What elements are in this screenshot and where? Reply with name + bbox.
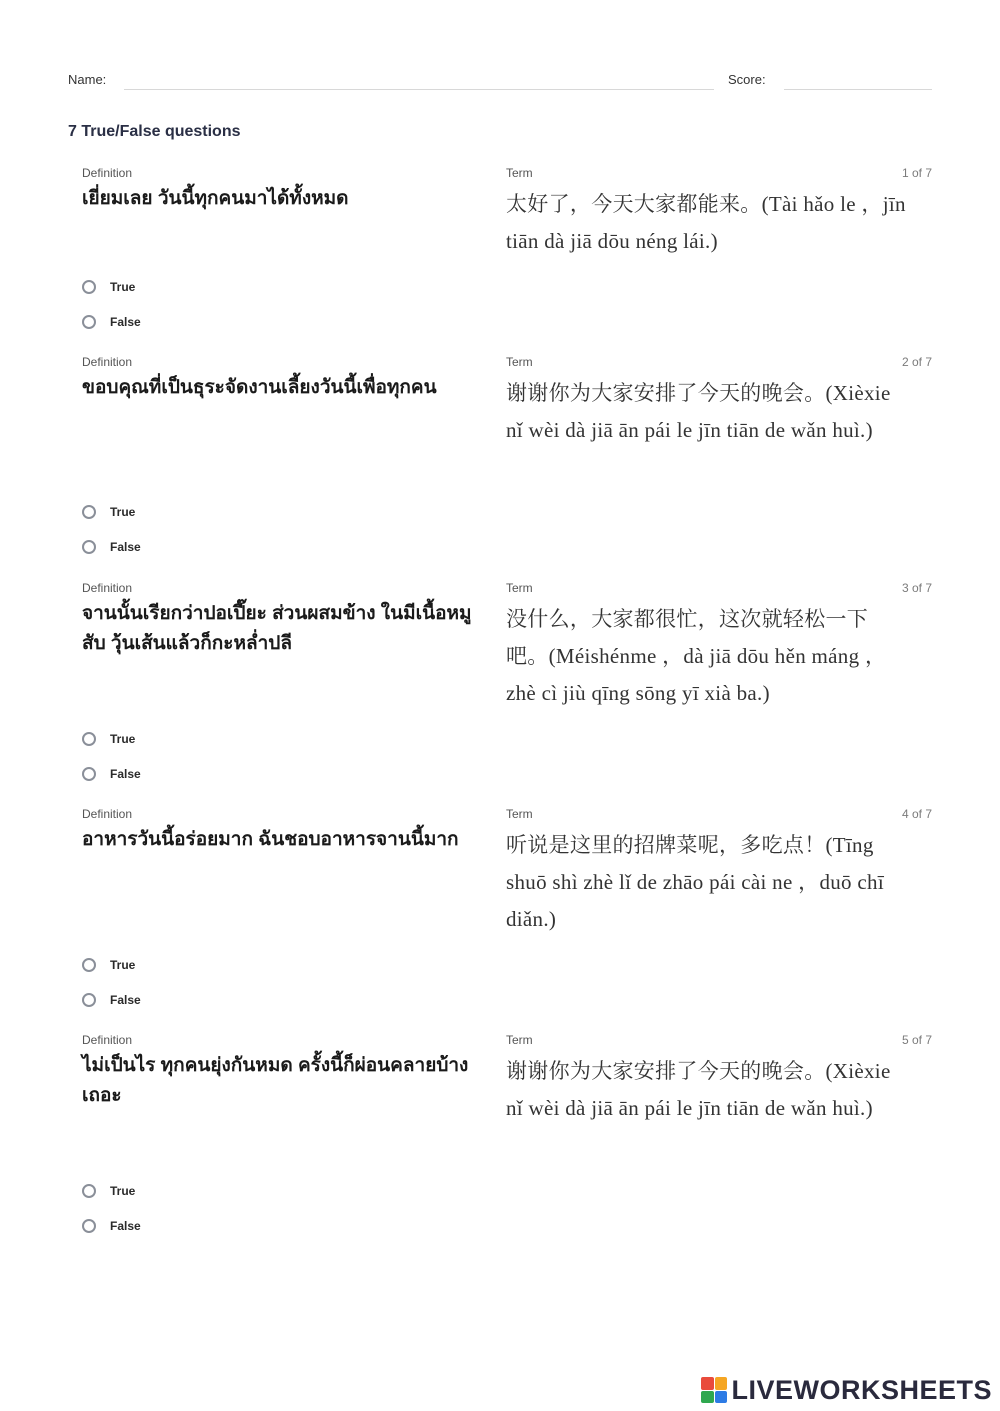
true-option[interactable] bbox=[82, 957, 135, 973]
definition-label: Definition bbox=[82, 1033, 133, 1047]
true-option-label: True bbox=[110, 732, 136, 746]
quiz-title: 7 True/False questions bbox=[68, 123, 241, 140]
true-option-label: True bbox=[110, 505, 136, 519]
question-card bbox=[82, 355, 932, 555]
true-option[interactable] bbox=[82, 1183, 135, 1199]
definition-text: เยี่ยมเลย วันนี้ทุกคนมาได้ทั้งหมด bbox=[82, 188, 349, 209]
definition-text: ขอบคุณที่เป็นธุระจัดงานเลี้ยงวันนี้เพื่อทุกคน bbox=[82, 377, 437, 398]
radio-icon[interactable] bbox=[82, 732, 96, 746]
radio-icon[interactable] bbox=[82, 505, 96, 519]
term-text: 谢谢你为大家安排了今天的晚会。(Xièxie nǐ wèi dà jiā ān pái le jīn tiān de wǎn huì.) bbox=[506, 1059, 891, 1120]
false-option-label: False bbox=[110, 993, 141, 1007]
false-option-label: False bbox=[110, 1219, 141, 1233]
question-card bbox=[82, 166, 932, 336]
score-label: Score: bbox=[728, 72, 766, 87]
definition-label: Definition bbox=[82, 166, 133, 180]
definition-label: Definition bbox=[82, 581, 133, 595]
definition-text: จานนั้นเรียกว่าปอเปี๊ยะ ส่วนผสมข้าง ในมีเนื้อหมูสับ วุ้นเส้นแล้วก็กะหล่ำปลี bbox=[82, 603, 472, 654]
logo-cell bbox=[715, 1377, 728, 1390]
term-label: Term bbox=[506, 355, 533, 369]
term-label: Term bbox=[506, 1033, 533, 1047]
false-option[interactable] bbox=[82, 539, 141, 555]
true-option-label: True bbox=[110, 1184, 136, 1198]
radio-icon[interactable] bbox=[82, 315, 96, 329]
true-option-label: True bbox=[110, 958, 136, 972]
worksheet-header bbox=[68, 70, 932, 94]
question-card bbox=[82, 581, 932, 781]
definition-text: ไม่เป็นไร ทุกคนยุ่งกันหมด ครั้งนี้ก็ผ่อนคลายบ้าง เถอะ bbox=[82, 1055, 469, 1106]
definition-label: Definition bbox=[82, 355, 133, 369]
false-option[interactable] bbox=[82, 766, 141, 782]
false-option-label: False bbox=[110, 315, 141, 329]
term-text: 没什么，大家都很忙，这次就轻松一下吧。(Méishénme ，dà jiā dōu hěn máng ，zhè cì jiù qīng sōng yī xià ba.) bbox=[506, 607, 887, 705]
radio-icon[interactable] bbox=[82, 993, 96, 1007]
logo-cell bbox=[701, 1377, 714, 1390]
definition-text: อาหารวันนี้อร่อยมาก ฉันชอบอาหารจานนี้มาก bbox=[82, 829, 459, 850]
radio-icon[interactable] bbox=[82, 767, 96, 781]
radio-icon[interactable] bbox=[82, 1184, 96, 1198]
definition-label: Definition bbox=[82, 807, 133, 821]
false-option[interactable] bbox=[82, 992, 141, 1008]
true-option[interactable] bbox=[82, 731, 135, 747]
name-label: Name: bbox=[68, 72, 107, 87]
true-option-label: True bbox=[110, 280, 136, 294]
radio-icon[interactable] bbox=[82, 540, 96, 554]
question-card bbox=[82, 1033, 932, 1233]
question-counter: 2 of 7 bbox=[901, 355, 932, 369]
radio-icon[interactable] bbox=[82, 958, 96, 972]
false-option[interactable] bbox=[82, 314, 141, 330]
name-field[interactable] bbox=[124, 89, 714, 90]
liveworksheets-logo-icon bbox=[701, 1377, 727, 1403]
logo-cell bbox=[701, 1391, 714, 1404]
question-counter: 1 of 7 bbox=[901, 166, 932, 180]
term-text: 太好了，今天大家都能来。(Tài hǎo le ，jīn tiān dà jiā dōu néng lái.) bbox=[506, 192, 906, 253]
false-option[interactable] bbox=[82, 1218, 141, 1234]
question-card bbox=[82, 807, 932, 1007]
question-counter: 3 of 7 bbox=[901, 581, 932, 595]
true-option[interactable] bbox=[82, 279, 135, 295]
term-text: 谢谢你为大家安排了今天的晚会。(Xièxie nǐ wèi dà jiā ān pái le jīn tiān de wǎn huì.) bbox=[506, 381, 891, 442]
term-text: 听说是这里的招牌菜呢，多吃点！(Tīng shuō shì zhè lǐ de zhāo pái cài ne ，duō chī diǎn.) bbox=[506, 833, 884, 931]
liveworksheets-brand bbox=[701, 1375, 992, 1405]
question-counter: 4 of 7 bbox=[901, 807, 932, 821]
term-label: Term bbox=[506, 807, 533, 821]
false-option-label: False bbox=[110, 540, 141, 554]
term-label: Term bbox=[506, 581, 533, 595]
logo-cell bbox=[715, 1391, 728, 1404]
radio-icon[interactable] bbox=[82, 280, 96, 294]
score-field bbox=[784, 89, 932, 90]
false-option-label: False bbox=[110, 767, 141, 781]
brand-name: LIVEWORKSHEETS bbox=[731, 1374, 992, 1405]
question-counter: 5 of 7 bbox=[901, 1033, 932, 1047]
radio-icon[interactable] bbox=[82, 1219, 96, 1233]
term-label: Term bbox=[506, 166, 533, 180]
true-option[interactable] bbox=[82, 504, 135, 520]
